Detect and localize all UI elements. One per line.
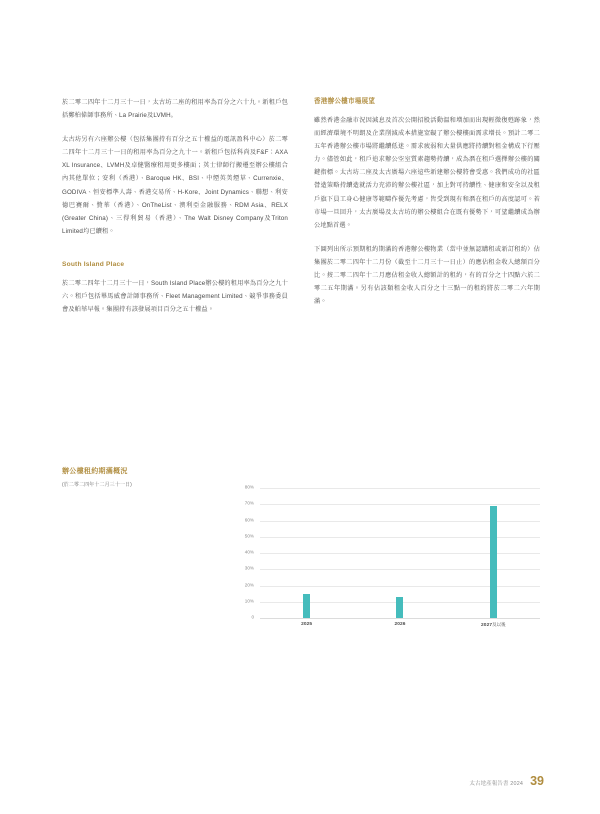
y-axis-tick-label: 70% bbox=[244, 500, 254, 506]
bar-slot bbox=[447, 488, 540, 618]
chart-axes bbox=[244, 484, 540, 628]
chart-bar bbox=[303, 594, 310, 618]
paragraph: 太古坊另有六座辦公樓（包括集團持有百分之五十權益的電訊盈科中心）於二零二四年十二月三十一日的租用率為百分之九十一。新租戶包括科尚及F&F：AXA XL Insurance、LVMH及卓健醫療租用更多樓面；英士律師行搬遷至辦公樓組合內其他單位；安利（香港）、Baroque HK、BSI、中煙英美煙草、Currenxie、GODIVA、恒安標準人壽、香港交易所、H-Kore、Joint Dynamics、聯想、利安德巴賽爾、贊華（香港）、OnTheList、澳利亞金融服務、RDM Asia、RELX (Greater China)、三得利貿易（香港）、The Walt Disney Company及Triton Limited均已續租。 bbox=[62, 136, 288, 235]
y-axis-tick-label: 80% bbox=[244, 484, 254, 490]
chart-x-axis-labels bbox=[260, 622, 540, 628]
paragraph: 於二零二四年十二月三十一日，太古坊二座的租用率為百分之六十九。新租戶包括鄭柏偉師事務所、La Prairie及LVMH。 bbox=[62, 99, 288, 120]
page-footer bbox=[469, 775, 544, 788]
y-axis-tick-label: 60% bbox=[244, 517, 254, 523]
y-axis-tick-label: 30% bbox=[244, 565, 254, 571]
y-axis-tick-label: 50% bbox=[244, 533, 254, 539]
lease-expiry-chart bbox=[62, 466, 540, 628]
section-heading-market-outlook: 香港辦公樓市場展望 bbox=[314, 98, 376, 105]
article-columns bbox=[62, 96, 540, 316]
x-axis-tick-label: 2026 bbox=[394, 622, 406, 627]
paragraph: 於二零二四年十二月三十一日，South Island Place辦公樓的租用率為百分之九十六。租戶包括畢馬威會計師事務所、Fleet Management Limited、競爭事務委員會及帕華早報。集團持有該發展項目百分之五十權益。 bbox=[62, 279, 288, 314]
section-heading-south-island-place: South Island Place bbox=[62, 260, 125, 268]
y-axis-tick-label: 20% bbox=[244, 582, 254, 588]
chart-bars bbox=[260, 488, 540, 618]
paragraph: 下圖列出所示預期租約期滿的香港辦公樓物業（當中並無認購租或新訂租約）佔集團於二零二四年十二月份（截至十二月三十一日止）的應佔租金收入總額百分比。按二零二四年十二月應佔租金收入總額計的租約，有的百分之十四點六於二零二五年期滿。另有佔該類租金收入百分之十三點一的租約將於二零二六年期滿。 bbox=[314, 245, 540, 306]
paragraph: 雖然香港金融市況因減息及首次公開招股活動溫和增加而出現輕微復甦跡象，然而經濟環境不明朗及企業削減成本措施窒礙了辦公樓樓面需求增長。預計二零二五年香港辦公樓市場將繼續低迷。需求疲弱和大量供應將持續對租金構成下行壓力。儘管如此，租戶追求辦公空室質素趨勢持續，成為潛在租戶選擇辦公樓的關鍵指標。太古坊二座及太古廣場六座這些新建辦公樓將會受惠。我們成功的社區營造策略持續造就活力充沛的辦公樓社區，加上對可持續性、健康和安全以及租戶旗下員工身心健康等範疇作優先考慮，皆受到現有和潛在租戶的高度認可。若市場一旦回升，太古廣場及太古坊的辦公樓組合在既有優勢下，可望繼續成為辦公地點首選。 bbox=[314, 117, 540, 229]
x-axis-tick-label: 2025 bbox=[301, 622, 313, 627]
y-axis-tick-label: 40% bbox=[244, 549, 254, 555]
left-column bbox=[62, 96, 288, 316]
bar-slot bbox=[353, 488, 446, 618]
bar-slot bbox=[260, 488, 353, 618]
chart-subtitle: (於二零二四年十二月三十一日) bbox=[62, 482, 132, 488]
chart-plot-area bbox=[212, 484, 540, 656]
chart-bar bbox=[490, 506, 497, 618]
chart-bar bbox=[396, 597, 403, 618]
right-column bbox=[314, 96, 540, 308]
page-number: 39 bbox=[530, 773, 544, 788]
x-axis-tick-label: 2027及以後 bbox=[481, 622, 506, 628]
y-axis-tick-label: 0 bbox=[251, 614, 254, 620]
footer-document-title: 太古地產報告書 2024 bbox=[469, 780, 524, 787]
chart-title: 辦公樓租約期滿概況 bbox=[62, 468, 128, 475]
gridline bbox=[260, 618, 540, 619]
y-axis-tick-label: 10% bbox=[244, 598, 254, 604]
spacer bbox=[62, 249, 288, 259]
